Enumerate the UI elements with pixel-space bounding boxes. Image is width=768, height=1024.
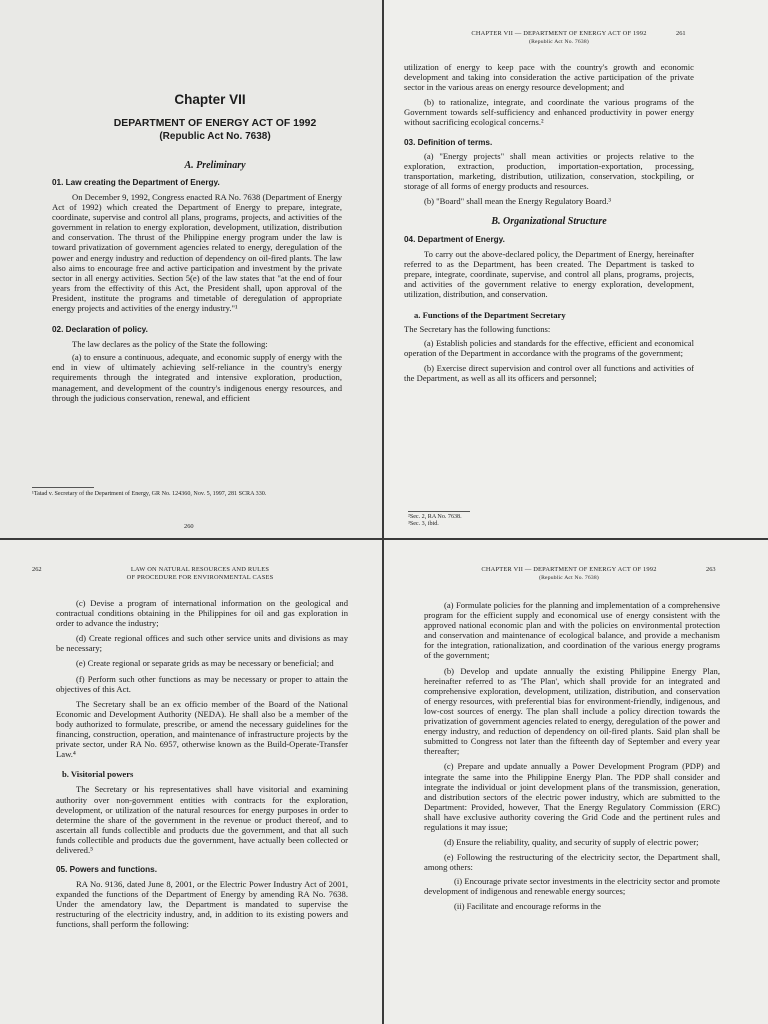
power-item-e-i: (i) Encourage private sector investments in the electricity sector and promote development of indigenous and renewable energy sources; — [424, 876, 720, 897]
section-02-intro: The law declares as the policy of the State the following: — [72, 339, 268, 350]
power-item-e-ii: (ii) Facilitate and encourage reforms in the — [454, 900, 601, 911]
footnote-rule — [32, 487, 94, 488]
page-260 — [0, 0, 382, 538]
section-02-item-a: (a) to ensure a continuous, adequate, and economic supply of energy with the end in view of ultimately achieving self-reliance in the country's energy requirements through the integrated and intensive exploration, production, management, and development of the country's indigenous energy resources, and through the judicious conservation, renewal, and efficient — [52, 352, 342, 403]
section-03-heading: 03. Definition of terms. — [404, 137, 493, 147]
function-e: (e) Create regional or separate grids as may be necessary or beneficial; and — [76, 658, 334, 669]
page-number: 261 — [676, 30, 686, 37]
section-01-heading: 01. Law creating the Department of Energy. — [52, 178, 220, 187]
chapter-heading: Chapter VII — [174, 92, 246, 107]
power-item-a: (a) Formulate policies for the planning and implementation of a comprehensive program for the efficient supply and economical use of energy consistent with the approved national economic plan and with the policies on environmental protection and conservation and maintenance of ecological balance, and provide a mechanism for the integration, rationalization, and coordination of the various energy programs of the government; — [424, 600, 720, 661]
page-number: 262 — [32, 566, 42, 573]
page-number: 260 — [184, 523, 194, 530]
visitorial-text: The Secretary or his representatives shall have visitorial and examining authority over non-government entities with contracts for the exploration, development, or utilization of the natural resources for energy purposes in order to determine the share of the government in the revenue or product thereof, and to ascertain all funds collectible and products due the government, and that all such funds collectible and products due the government, have actually been collected or delivered.⁵ — [56, 784, 348, 855]
power-item-e: (e) Following the restructuring of the electricity sector, the Department shall, among others: — [424, 852, 720, 873]
policy-item-b: (b) to rationalize, integrate, and coordinate the various programs of the Government towards self-sufficiency and enhanced productivity in power energy without sacrificing ecological concerns.² — [404, 97, 694, 128]
functions-intro: The Secretary has the following functions: — [404, 323, 551, 334]
footnote-1: ¹Tatad v. Secretary of the Department of Energy, GR No. 124360, Nov. 5, 1997, 281 SCRA 330. — [32, 491, 267, 497]
running-header: LAW ON NATURAL RESOURCES AND RULES — [130, 566, 270, 573]
section-01-text: On December 9, 1992, Congress enacted RA No. 7638 (Department of Energy Act of 1992) which created the Department of Energy to prepare, integrate, coordinate, supervise and control all plans, programs, projects, and activities of the government in relation to energy exploration, development, utilization, distribution and conservation. The thrust of the Philippine energy program under the law is toward privatization of government agencies related to energy, deregulation of the power and energy industry and reduction of dependency on oil-fired plants. The law also aims to encourage free and active participation and investment by the private sector in all energy activities. Section 5(e) of the law states that "at the end of four years from the effectivity of this Act, the President shall, upon approval of the President, institute the programs and timetable of deregulation of appropriate energy projects and activities of the energy industry."¹ — [52, 192, 342, 314]
policy-continuation: utilization of energy to keep pace with the country's growth and economic development and taking into consideration the active participation of the private sector in the various areas on energy resource development; and — [404, 62, 694, 93]
section-05-heading: 05. Powers and functions. — [56, 865, 158, 875]
function-c: (c) Devise a program of international information on the geological and contractual conditions obtaining in the Philippines for oil and gas exploration in order to advance the industry; — [56, 598, 348, 629]
visitorial-heading: b. Visitorial powers — [62, 769, 134, 780]
page-262 — [0, 540, 382, 1024]
running-header-sub: (Republic Act No. 7638) — [539, 575, 599, 581]
running-header-sub: OF PROCEDURE FOR ENVIRONMENTAL CASES — [126, 574, 274, 581]
running-header-sub: (Republic Act No. 7638) — [529, 39, 589, 45]
footnote-2: ²Sec. 2, RA No. 7638. — [408, 514, 462, 520]
function-d: (d) Create regional offices and such other service units and divisions as may be necessary; — [56, 633, 348, 654]
page-number: 263 — [706, 566, 716, 573]
subhead-preliminary: A. Preliminary — [184, 160, 246, 171]
page-261 — [384, 0, 768, 538]
neda-membership: The Secretary shall be an ex officio member of the Board of the National Economic and Development Authority (NEDA). He shall also be a member of the body authorized to formulate, prescribe, or amend the necessary guidelines for the financing, construction, operation, and maintenance of infrastructure projects by the private sector, under RA No. 6957, otherwise known as the Build-Operate-Transfer Law.⁴ — [56, 698, 348, 760]
section-05-text: RA No. 9136, dated June 8, 2001, or the Electric Power Industry Act of 2001, expanded the functions of the Department of Energy by amending RA No. 7638. Under the amendatory law, the Department is mandated to supervise the restructuring of the electricity industry, and, in addition to its existing powers and functions, shall perform the following: — [56, 879, 348, 930]
power-item-b: (b) Develop and update annually the existing Philippine Energy Plan, hereinafter referred to as 'The Plan', which shall provide for an integrated and comprehensive exploration, development, utilization, distribution, and conservation of energy resources, with preferential bias for environment-friendly, indigenous, and low-cost sources of energy. The plan shall include a policy direction towards the privatization of government agencies related to energy, deregulation of the power and energy industry, and reduction of dependency on oil-fired plants. Said plan shall be submitted to Congress not later than the fifteenth day of September and every year thereafter; — [424, 665, 720, 757]
chapter-ra: (Republic Act No. 7638) — [159, 131, 271, 142]
power-item-d: (d) Ensure the reliability, quality, and security of supply of electric power; — [444, 837, 699, 848]
section-04-heading: 04. Department of Energy. — [404, 235, 505, 245]
footnote-rule — [408, 511, 470, 512]
running-header: CHAPTER VII — DEPARTMENT OF ENERGY ACT OF 1992 — [481, 566, 657, 573]
function-a: (a) Establish policies and standards for the effective, efficient and economical operation of the Department in accordance with the programs of the government; — [404, 337, 694, 358]
definition-a: (a) "Energy projects" shall mean activities or projects relative to the exploration, extraction, production, importation-exportation, processing, transportation, marketing, distribution, utilization, conservation, stockpiling, or storage of all forms of energy products and resources. — [404, 150, 694, 191]
subhead-organizational: B. Organizational Structure — [491, 216, 607, 228]
functions-heading: a. Functions of the Department Secretary — [414, 309, 566, 320]
chapter-title: DEPARTMENT OF ENERGY ACT OF 1992 — [113, 118, 317, 129]
power-item-c: (c) Prepare and update annually a Power Development Program (PDP) and integrate the same into the Philippine Energy Plan. The PDP shall consider and integrate the individual or joint development plans of the transmission, generation, and distribution sectors of the electric power industry, which are submitted to the Department: Provided, however, That the Energy Regulatory Commission (ERC) shall have exclusive authority covering the Grid Code and the pertinent rules and regulations it may issue; — [424, 761, 720, 832]
section-02-heading: 02. Declaration of policy. — [52, 325, 148, 335]
footnote-3: ³Sec. 3, ibid. — [408, 521, 439, 528]
function-b: (b) Exercise direct supervision and control over all functions and activities of the Department, as well as all its officers and personnel; — [404, 362, 694, 383]
running-header: CHAPTER VII — DEPARTMENT OF ENERGY ACT OF 1992 — [471, 30, 647, 37]
section-04-text: To carry out the above-declared policy, the Department of Energy, hereinafter referred to as the Department, has been created. The Department is tasked to prepare, integrate, coordinate, supervise, and control all plans, programs, projects, and activities of the government relative to energy exploration, development, utilization, distribution, and conservation. — [404, 249, 694, 300]
definition-b: (b) "Board" shall mean the Energy Regulatory Board.³ — [424, 195, 611, 206]
page-263 — [384, 540, 768, 1024]
function-f: (f) Perform such other functions as may be necessary or proper to attain the objectives of this Act. — [56, 673, 348, 694]
